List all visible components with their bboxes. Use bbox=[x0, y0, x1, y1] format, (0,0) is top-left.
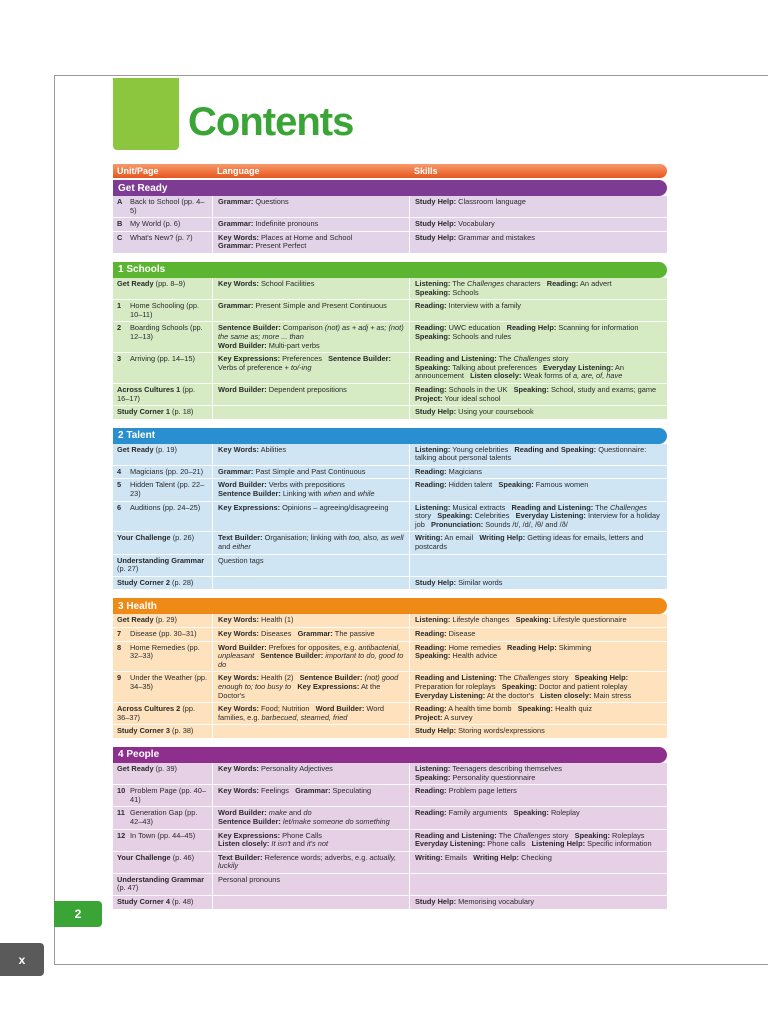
header-language: Language bbox=[217, 166, 260, 176]
language-cell: Grammar: Questions bbox=[213, 196, 410, 217]
unit-number: 3 bbox=[117, 354, 122, 364]
skills-cell bbox=[410, 555, 667, 576]
unit-number: C bbox=[117, 232, 123, 242]
table-row bbox=[113, 763, 667, 784]
table-row bbox=[113, 321, 667, 352]
header-unit: Unit/Page bbox=[117, 166, 159, 176]
unit-title: My World (p. 6) bbox=[130, 219, 181, 229]
section-title: Get Ready bbox=[113, 180, 667, 196]
table-row bbox=[113, 383, 667, 405]
unit-number: 6 bbox=[117, 502, 122, 512]
skills-cell: Study Help: Memorising vocabulary bbox=[415, 897, 535, 907]
unit-cell bbox=[113, 479, 213, 500]
unit-cell bbox=[113, 218, 213, 231]
section-title: 3 Health bbox=[113, 598, 667, 614]
table-row bbox=[113, 784, 667, 806]
unit-title: Generation Gap (pp. 42–43) bbox=[130, 808, 198, 826]
unit-cell bbox=[113, 672, 213, 702]
language-cell: Grammar: Indefinite pronouns bbox=[213, 218, 410, 231]
skills-cell: Listening: Musical extracts Reading and Listening: The Challenges story Speaking: Celebrities Everyday Listening: Interview for a holiday job Pronunciation: Sounds /t/, /d/, /θ/ and /ð/ bbox=[415, 502, 660, 529]
table-row bbox=[113, 627, 667, 641]
skills-cell: Reading: UWC education Reading Help: Scanning for information Speaking: Schools and rules bbox=[415, 323, 639, 341]
unit-title: Home Schooling (pp. 10–11) bbox=[130, 301, 200, 319]
language-cell: Word Builder: Dependent prepositions bbox=[213, 384, 410, 405]
unit-title: Problem Page (pp. 40–41) bbox=[130, 786, 207, 804]
skills-cell: Study Help: Classroom language bbox=[415, 197, 526, 206]
table-row bbox=[113, 444, 667, 465]
sections-container bbox=[113, 180, 667, 909]
section bbox=[113, 747, 667, 909]
skills-cell: Study Help: Grammar and mistakes bbox=[415, 232, 535, 242]
unit-title: Disease (pp. 30–31) bbox=[130, 629, 197, 638]
skills-cell: Writing: An email Writing Help: Getting ideas for emails, letters and postcards bbox=[415, 533, 644, 552]
language-cell: Key Words: Places at Home and School Grammar: Present Perfect bbox=[213, 232, 410, 253]
close-button[interactable]: x bbox=[0, 943, 44, 976]
unit-title: Auditions (pp. 24–25) bbox=[130, 502, 201, 512]
language-cell: Text Builder: Organisation; linking with too, also, as well and either bbox=[213, 532, 410, 553]
title-color-block bbox=[113, 78, 179, 150]
language-cell: Key Expressions: Phone Calls Listen closely: It isn't and it's not bbox=[213, 830, 410, 851]
section-rows bbox=[113, 444, 667, 590]
skills-cell: Study Help: Vocabulary bbox=[415, 219, 495, 229]
table-row bbox=[113, 554, 667, 576]
table-row bbox=[113, 614, 667, 627]
skills-cell: Listening: Lifestyle changes Speaking: Lifestyle questionnaire bbox=[415, 615, 627, 625]
section-title: 4 People bbox=[113, 747, 667, 763]
section bbox=[113, 262, 667, 419]
unit-title: In Town (pp. 44–45) bbox=[130, 830, 196, 840]
language-cell bbox=[213, 896, 410, 909]
table-row bbox=[113, 806, 667, 828]
unit-number: 9 bbox=[117, 673, 122, 683]
table-row bbox=[113, 641, 667, 672]
unit-cell bbox=[113, 353, 213, 383]
table-header bbox=[113, 164, 667, 178]
unit-cell: Study Corner 3 (p. 38) bbox=[113, 725, 213, 738]
unit-cell bbox=[113, 232, 213, 253]
language-cell: Grammar: Present Simple and Present Continuous bbox=[213, 300, 410, 321]
table-row bbox=[113, 501, 667, 532]
table-row bbox=[113, 851, 667, 873]
unit-number: 8 bbox=[117, 642, 122, 652]
unit-cell: Understanding Grammar (p. 47) bbox=[113, 874, 213, 895]
section bbox=[113, 598, 667, 738]
skills-cell: Listening: The Challenges characters Reading: An advert Speaking: Schools bbox=[415, 278, 612, 297]
skills-cell: Listening: Teenagers describing themselves Speaking: Personality questionnaire bbox=[415, 763, 562, 782]
header-skills: Skills bbox=[414, 166, 438, 176]
table-row bbox=[113, 702, 667, 724]
table-row bbox=[113, 465, 667, 479]
skills-cell: Reading: Hidden talent Speaking: Famous women bbox=[415, 480, 589, 490]
section-rows bbox=[113, 278, 667, 419]
unit-number: 10 bbox=[117, 786, 126, 796]
skills-cell: Reading: Problem page letters bbox=[415, 786, 517, 796]
skills-cell: Reading: Magicians bbox=[415, 466, 482, 476]
skills-cell: Study Help: Storing words/expressions bbox=[415, 726, 545, 736]
unit-number: 7 bbox=[117, 629, 122, 638]
language-cell: Key Words: Personality Adjectives bbox=[213, 763, 410, 784]
unit-number: A bbox=[117, 197, 123, 206]
table-row bbox=[113, 873, 667, 895]
unit-cell bbox=[113, 642, 213, 672]
language-cell: Question tags bbox=[213, 555, 410, 576]
language-cell: Key Words: Abilities bbox=[213, 444, 410, 465]
unit-cell: Understanding Grammar (p. 27) bbox=[113, 555, 213, 576]
skills-cell: Reading: A health time bomb Speaking: Health quiz Project: A survey bbox=[415, 704, 593, 722]
unit-number: 5 bbox=[117, 480, 122, 490]
section-rows bbox=[113, 196, 667, 253]
unit-number: 4 bbox=[117, 466, 122, 476]
unit-number: 11 bbox=[117, 808, 125, 818]
unit-title: Home Remedies (pp. 32–33) bbox=[130, 642, 200, 661]
section-title: 2 Talent bbox=[113, 428, 667, 444]
unit-cell: Across Cultures 1 (pp. 16–17) bbox=[113, 384, 213, 405]
unit-title: Under the Weather (pp. 34–35) bbox=[130, 673, 208, 691]
skills-cell: Reading: Disease bbox=[415, 629, 476, 638]
unit-cell: Get Ready (p. 29) bbox=[113, 614, 213, 627]
language-cell: Word Builder: Verbs with prepositions Sentence Builder: Linking with when and while bbox=[213, 479, 410, 500]
language-cell: Key Words: Health (1) bbox=[213, 614, 410, 627]
skills-cell: Reading and Listening: The Challenges story Speaking: Talking about preferences Everyday Listening: An announcement Listen closely: Weak forms of a, are, of, have bbox=[415, 354, 624, 381]
unit-cell bbox=[113, 196, 213, 217]
unit-cell bbox=[113, 628, 213, 641]
skills-cell: Reading: Schools in the UK Speaking: School, study and exams; game Project: Your ideal school bbox=[415, 384, 661, 403]
unit-cell: Get Ready (p. 39) bbox=[113, 763, 213, 784]
unit-cell bbox=[113, 807, 213, 828]
unit-cell bbox=[113, 300, 213, 321]
language-cell: Word Builder: Prefixes for opposites, e.g. antibacterial, unpleasant Sentence Builder: important to do, good to do bbox=[213, 642, 410, 672]
table-row bbox=[113, 478, 667, 500]
section-title: 1 Schools bbox=[113, 262, 667, 278]
unit-cell bbox=[113, 785, 213, 806]
unit-title: Boarding Schools (pp. 12–13) bbox=[130, 323, 203, 341]
language-cell: Text Builder: Reference words; adverbs, e.g. actually, luckily bbox=[213, 852, 410, 873]
unit-cell bbox=[113, 466, 213, 479]
table-row bbox=[113, 231, 667, 253]
language-cell: Key Words: Food; Nutrition Word Builder: Word families, e.g. barbecued, steamed, fried bbox=[213, 703, 410, 724]
language-cell: Key Expressions: Preferences Sentence Builder: Verbs of preference + to/-ing bbox=[213, 353, 410, 383]
table-row bbox=[113, 895, 667, 909]
unit-cell: Get Ready (p. 19) bbox=[113, 444, 213, 465]
table-row bbox=[113, 724, 667, 738]
table-row bbox=[113, 196, 667, 217]
unit-cell: Study Corner 1 (p. 18) bbox=[113, 406, 213, 419]
section-rows bbox=[113, 763, 667, 909]
skills-cell: Reading: Interview with a family bbox=[415, 301, 521, 311]
unit-cell bbox=[113, 322, 213, 352]
language-cell: Key Words: School Facilities bbox=[213, 278, 410, 299]
unit-title: Hidden Talent (pp. 22–23) bbox=[130, 480, 205, 499]
language-cell: Key Words: Diseases Grammar: The passive bbox=[213, 628, 410, 641]
unit-number: 12 bbox=[117, 830, 126, 840]
unit-cell: Your Challenge (p. 46) bbox=[113, 852, 213, 873]
page-number: 2 bbox=[54, 901, 102, 927]
unit-number: B bbox=[117, 219, 123, 229]
language-cell: Word Builder: make and do Sentence Builder: let/make someone do something bbox=[213, 807, 410, 828]
skills-cell: Reading: Home remedies Reading Help: Skimming Speaking: Health advice bbox=[415, 642, 592, 661]
skills-cell: Writing: Emails Writing Help: Checking bbox=[415, 852, 552, 862]
language-cell: Key Words: Health (2) Sentence Builder: (not) good enough to; too busy to Key Expressions: At the Doctor's bbox=[213, 672, 410, 702]
language-cell bbox=[213, 406, 410, 419]
skills-cell: Study Help: Using your coursebook bbox=[415, 407, 534, 417]
table-row bbox=[113, 278, 667, 299]
table-row bbox=[113, 299, 667, 321]
table-row bbox=[113, 829, 667, 851]
language-cell bbox=[213, 725, 410, 738]
table-row bbox=[113, 531, 667, 553]
contents-table bbox=[113, 164, 667, 909]
unit-title: Arriving (pp. 14–15) bbox=[130, 354, 195, 364]
unit-cell: Your Challenge (p. 26) bbox=[113, 532, 213, 553]
skills-cell: Listening: Young celebrities Reading and Speaking: Questionnaire: talking about personal talents bbox=[415, 444, 647, 463]
table-row bbox=[113, 352, 667, 383]
table-row bbox=[113, 576, 667, 590]
page-title: Contents bbox=[188, 100, 354, 144]
unit-cell bbox=[113, 830, 213, 851]
language-cell: Sentence Builder: Comparison (not) as + adj + as; (not) the same as; more ... than Word Builder: Multi-part verbs bbox=[213, 322, 410, 352]
unit-number: 2 bbox=[117, 323, 122, 333]
language-cell: Key Words: Feelings Grammar: Speculating bbox=[213, 785, 410, 806]
unit-cell: Study Corner 4 (p. 48) bbox=[113, 896, 213, 909]
table-row bbox=[113, 217, 667, 231]
unit-cell: Study Corner 2 (p. 28) bbox=[113, 577, 213, 590]
table-row bbox=[113, 671, 667, 702]
unit-cell: Get Ready (pp. 8–9) bbox=[113, 278, 213, 299]
table-row bbox=[113, 405, 667, 419]
language-cell: Personal pronouns bbox=[213, 874, 410, 895]
section bbox=[113, 428, 667, 590]
skills-cell: Reading and Listening: The Challenges story Speaking Help: Preparation for roleplays Speaking: Doctor and patient roleplay Everyday Listening: At the doctor's Listen closely: Main stress bbox=[415, 673, 632, 700]
unit-number: 1 bbox=[117, 301, 122, 311]
unit-cell bbox=[113, 502, 213, 532]
section bbox=[113, 180, 667, 253]
language-cell: Grammar: Past Simple and Past Continuous bbox=[213, 466, 410, 479]
unit-title: Magicians (pp. 20–21) bbox=[130, 466, 204, 476]
section-rows bbox=[113, 614, 667, 738]
unit-cell: Across Cultures 2 (pp. 36–37) bbox=[113, 703, 213, 724]
skills-cell bbox=[410, 874, 667, 895]
skills-cell: Reading: Family arguments Speaking: Roleplay bbox=[415, 808, 580, 818]
unit-title: Back to School (pp. 4–5) bbox=[130, 197, 205, 215]
skills-cell: Reading and Listening: The Challenges story Speaking: Roleplays Everyday Listening: Phone calls Listening Help: Specific information bbox=[415, 830, 652, 849]
language-cell: Key Expressions: Opinions – agreeing/disagreeing bbox=[213, 502, 410, 532]
language-cell bbox=[213, 577, 410, 590]
skills-cell: Study Help: Similar words bbox=[415, 577, 503, 587]
unit-title: What's New? (p. 7) bbox=[130, 232, 193, 242]
